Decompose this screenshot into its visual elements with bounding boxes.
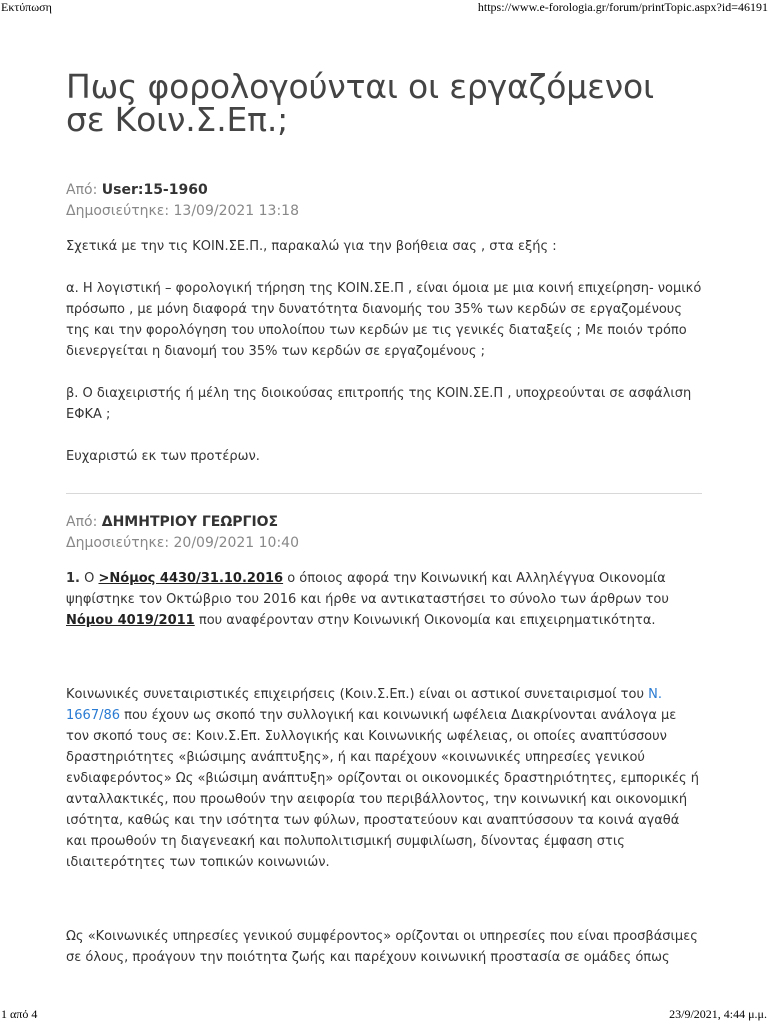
post-divider <box>66 493 702 494</box>
post-paragraph: α. Η λογιστική – φορολογική τήρηση της ΚΟΙΝ.ΣΕ.Π , είναι όμοια με μια κοινή επιχείρηση- νομικό πρόσωπο , με μόνη διαφορά την δυνατότητα διανομής του 35% των κερδών σε εργαζομένους της και την φορολόγηση του υπολοίπου των κερδών με τις γενικές διαταξείς ; Με ποιόν τρόπο διενεργείται η διανομή του 35% των κερδών σε εργαζομένους ; <box>66 281 702 359</box>
post <box>66 180 702 467</box>
post-date: 13/09/2021 13:18 <box>173 203 299 219</box>
post-date-line <box>66 533 702 554</box>
post-author: ΔΗΜΗΤΡΙΟΥ ΓΕΩΡΓΙΟΣ <box>101 514 279 530</box>
topic-content <box>66 67 702 968</box>
page-count: 1 από 4 <box>1 1007 38 1021</box>
post-paragraph: Σχετικά με την τις ΚΟΙΝ.ΣΕ.Π., παρακαλώ για την βοήθεια σας , στα εξής : <box>66 239 557 254</box>
post-paragraph <box>66 568 702 631</box>
law-4430-link[interactable]: >Νόμος 4430/31.10.2016 <box>98 571 284 586</box>
paragraph-text: ο όποιος αφορά την Κοινωνική και Αλληλέγγυα Οικονομία ψηφίστηκε τον Οκτώβριο του 2016 και ήρθε να αντικαταστήσει το σύνολο των άρθρων του <box>66 571 669 607</box>
post-paragraph: Ως «Κοινωνικές υπηρεσίες γενικού συμφέροντος» ορίζονται οι υπηρεσίες που είναι προσβάσιμες σε όλους, προάγουν την ποιότητα ζωής και παρέχουν κοινωνική προστασία σε ομάδες όπως <box>66 929 698 965</box>
paragraph-text: που έχουν ως σκοπό την συλλογική και κοινωνική ωφέλεια Διακρίνονται ανάλογα με τον σκοπό τους σε: Κοιν.Σ.Επ. Συλλογικής και Κοινωνικής ωφέλειας, οι οποίες αναπτύσσουν δραστηριότητες «βιώσιμης ανάπτυξης», ή και παρέχουν «κοινωνικές υπηρεσίες γενικού ενδιαφερόντος» Ως «βιώσιμη ανάπτυξη» ορίζονται οι οικονομικές δραστηριότητες, εμπορικές ή ανταλλακτικές, που προωθούν την αειφορία του περιβάλλοντος, την κοινωνική και οικονομική ισότητα, καθώς και την ισότητα των φύλων, προστατεύουν και αναπτύσσουν τα κοινά αγαθά και προωθούν τη διαγενεακή και πολυπολιτισμική συμφιλίωση, δίνοντας έμφαση στις ιδιαιτερότητες των τοπικών κοινωνιών. <box>66 708 699 870</box>
post-date-line <box>66 201 702 222</box>
post-date: 20/09/2021 10:40 <box>173 535 299 551</box>
post-author-line <box>66 180 702 201</box>
post-paragraph: β. Ο διαχειριστής ή μέλη της διοικούσας επιτροπής της ΚΟΙΝ.ΣΕ.Π , υποχρεούνται σε ασφάλιση ΕΦΚΑ ; <box>66 386 692 422</box>
print-timestamp: 23/9/2021, 4:44 μ.μ. <box>669 1007 767 1021</box>
from-label: Από: <box>66 182 98 198</box>
post-paragraph: Ευχαριστώ εκ των προτέρων. <box>66 449 260 464</box>
print-title: Εκτύπωση <box>1 0 52 14</box>
from-label: Από: <box>66 514 98 530</box>
print-url: https://www.e-forologia.gr/forum/printTopic.aspx?id=46191 <box>477 0 768 14</box>
print-footer <box>0 1007 768 1022</box>
post-author-line <box>66 512 702 533</box>
published-label: Δημοσιεύτηκε: <box>66 203 170 219</box>
post <box>66 512 702 968</box>
published-label: Δημοσιεύτηκε: <box>66 535 170 551</box>
law-4019-link[interactable]: Νόμου 4019/2011 <box>66 613 195 628</box>
topic-title: Πως φορολογούνται οι εργαζόμενοι σε Κοιν.Σ.Επ.; <box>66 67 654 139</box>
paragraph-text: Κοινωνικές συνεταιριστικές επιχειρήσεις (Κοιν.Σ.Επ.) είναι οι αστικοί συνεταιρισμοί του <box>66 687 649 702</box>
post-author: User:15-1960 <box>101 182 208 198</box>
law-1667-link[interactable]: Ν. 1667/86 <box>66 687 662 723</box>
post-paragraph <box>66 684 702 873</box>
paragraph-number: 1. <box>66 571 80 586</box>
paragraph-text: Ο <box>79 571 99 586</box>
print-header <box>0 0 768 15</box>
paragraph-text: που αναφέρονταν στην Κοινωνική Οικονομία και επιχειρηματικότητα. <box>194 613 656 628</box>
